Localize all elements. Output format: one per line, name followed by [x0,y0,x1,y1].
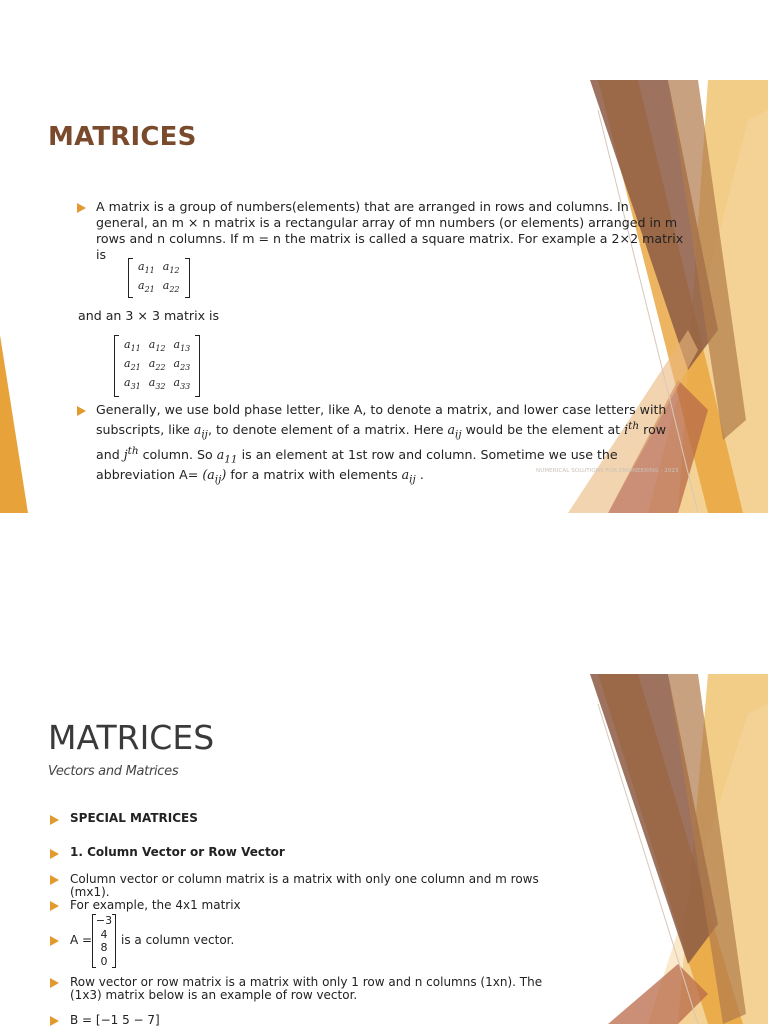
text-line: rows and n columns. If m = n the matrix is called a square matrix. For example a 2×2 matrix [96,231,684,246]
slide-1 [0,0,768,513]
matrix-2x2 [128,258,190,298]
text-span: column. So [142,446,213,462]
matrix-element: $a_{13}$ [173,338,191,354]
row-vector-definition [70,976,542,1002]
vector-element: 8 [100,941,108,954]
bullet-arrow-icon [50,1016,59,1026]
definition-paragraph [96,199,716,263]
slide-title: MATRICES [48,122,197,152]
text-span: is an element at 1st row and column. Sometime we use the [241,446,618,462]
math-jth: $j^{th}$ [123,444,139,462]
notation-paragraph [96,402,716,488]
row-vector-equation: B = [−1 5 − 7] [70,1013,160,1027]
bullet-arrow-icon [50,936,59,946]
column-row-vector-heading: 1. Column Vector or Row Vector [70,845,285,859]
left-accent-shape [0,0,32,513]
math-aij: $a_{ij}$ [401,467,416,486]
text-line: Row vector or row matrix is a matrix with only 1 row and n columns (1xn). The [70,975,543,989]
text-line: (1x3) matrix below is an example of row vector. [70,988,358,1002]
slide-decoration [568,674,768,1024]
matrix-element: $a_{11}$ [138,260,155,276]
bullet-arrow-icon [50,978,59,988]
text-line: Generally, we use bold phase letter, like A, to denote a matrix, and lower case letters with [96,402,667,417]
matrix-element: $a_{21}$ [124,357,141,373]
slide-2-subtitle: Vectors and Matrices [48,764,179,779]
slide-footer: NUMERICAL SOLUTIONS FOR ENGINEERING - 2023 [536,468,679,474]
text-line: (mx1). [70,885,110,899]
math-aij: $a_{ij}$ [447,422,462,441]
matrix-element: $a_{12}$ [162,260,180,276]
bullet-arrow-icon [77,203,86,213]
text-span: for a matrix with elements [230,467,398,483]
matrix-element: $a_{22}$ [162,279,180,295]
text-span: would be the element at [465,422,621,438]
special-matrices-heading: SPECIAL MATRICES [70,811,198,825]
bullet-arrow-icon [50,901,59,911]
vector-element: 4 [100,927,108,941]
slide-2-title: MATRICES [48,718,215,757]
bullet-arrow-icon [50,875,59,885]
vector-element: −3 [95,914,113,927]
matrix-element: $a_{11}$ [124,338,141,354]
text-line: is [96,247,107,262]
bullet-arrow-icon [50,849,59,859]
text-line: general, an m × n matrix is a rectangular array of mn numbers (or elements) arranged in m [96,215,678,230]
text-span: , to denote element of a matrix. Here [207,422,444,438]
matrix-element: $a_{21}$ [138,279,155,295]
text-line: Column vector or column matrix is a matrix with only one column and m rows [70,872,539,886]
matrix-element: $a_{31}$ [124,376,141,392]
matrix-element: $a_{22}$ [148,357,166,373]
text-span: row [643,422,667,438]
text-line [96,443,716,468]
matrix-element: $a_{23}$ [173,357,191,373]
math-aij: $a_{ij}$ [193,422,208,441]
text-span: abbreviation A= [96,467,199,483]
is-column-vector-text: is a column vector. [121,933,235,947]
text-line [96,418,716,443]
bullet-arrow-icon [77,406,86,416]
text-span: and [96,446,120,462]
text-span: . [419,467,424,483]
matrix-3x3 [114,335,200,397]
bullet-arrow-icon [50,815,59,825]
matrix-element: $a_{32}$ [148,376,166,392]
matrix-element: $a_{33}$ [173,376,191,392]
column-vector [92,914,116,968]
text-span: subscripts, like [96,422,190,438]
math-a11: $a_{11}$ [216,446,238,466]
math-aij-paren: $(a_{ij})$ [202,467,227,486]
matrix-element: $a_{12}$ [148,338,166,354]
vector-element: 0 [100,954,108,968]
and-3x3-text: and an 3 × 3 matrix is [78,308,220,323]
a-equals-label: A = [70,933,93,947]
text-line: A matrix is a group of numbers(elements) that are arranged in rows and columns. In [96,199,629,214]
example-text: For example, the 4x1 matrix [70,898,241,912]
math-ith: $i^{th}$ [624,420,640,438]
column-vector-definition [70,873,539,899]
